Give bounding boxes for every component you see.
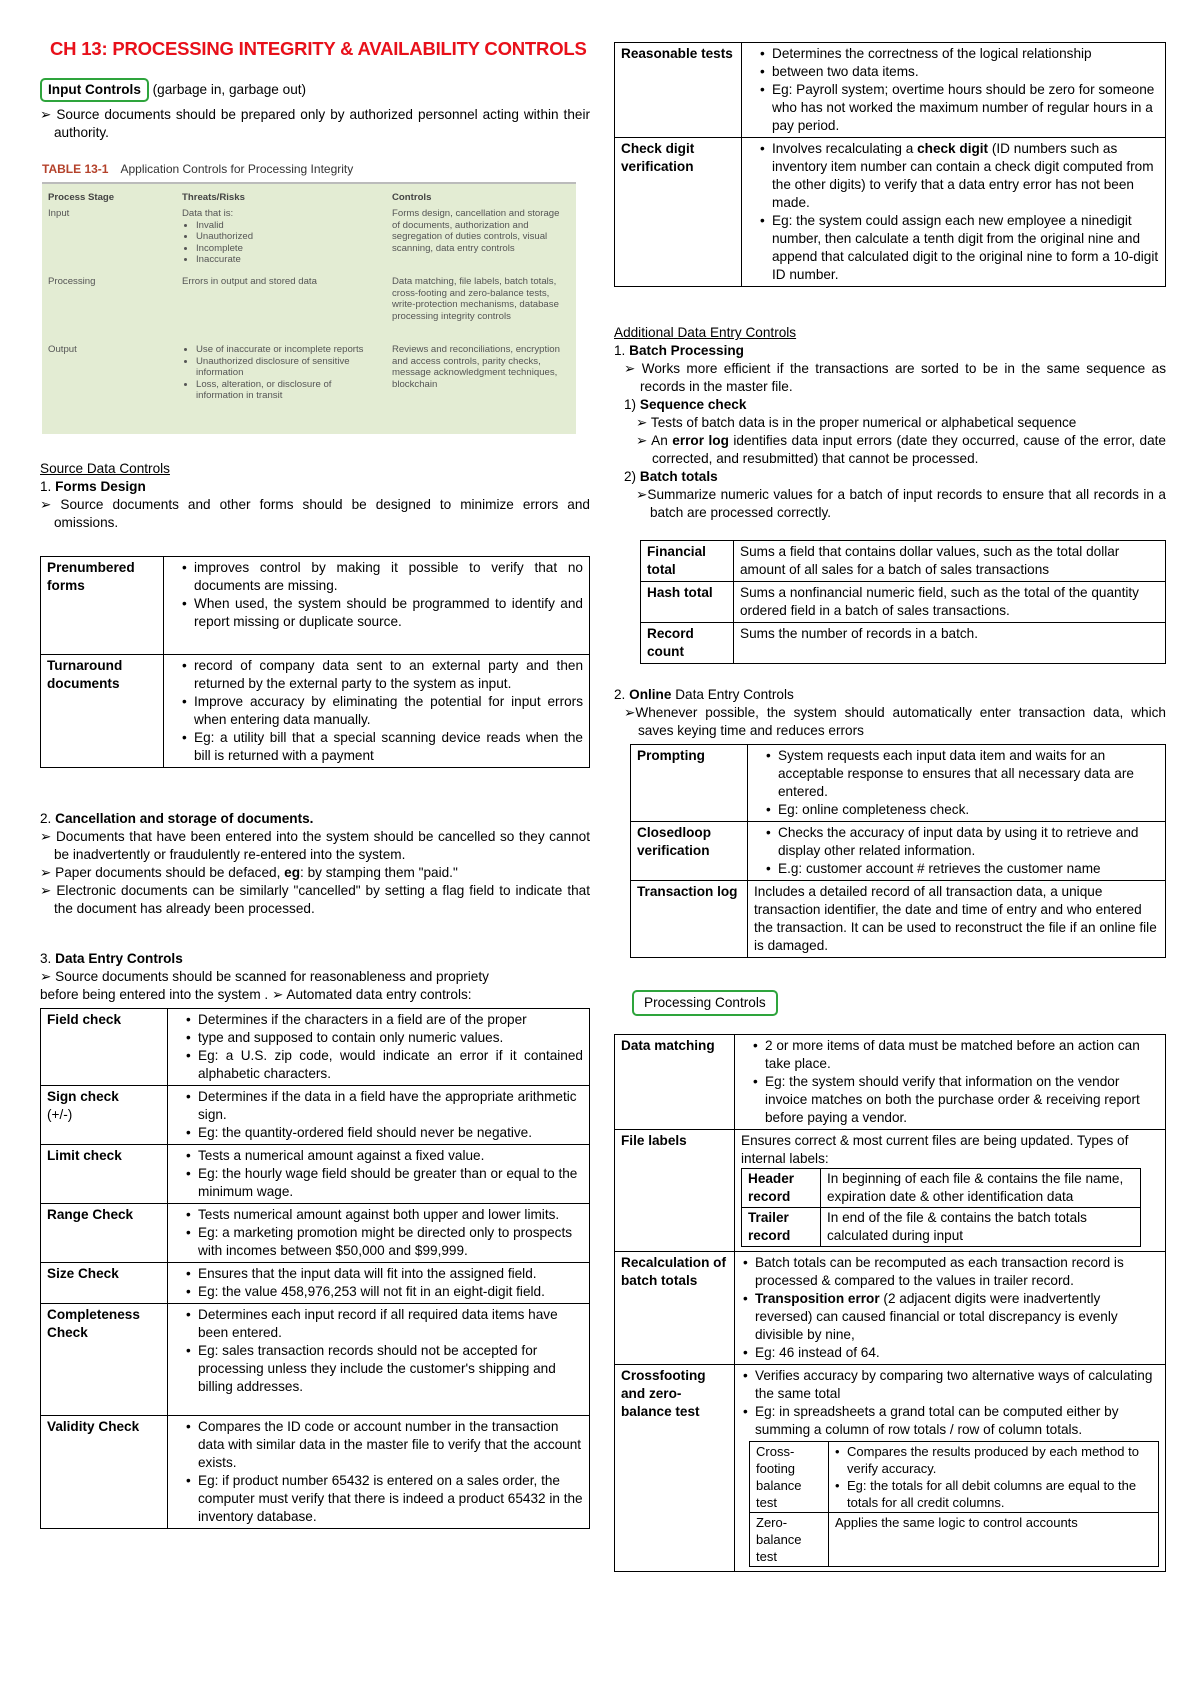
table-row: Data matching • 2 or more items of data must be matched before an action can take place. • Eg: the system should verify that information on the vendor invoice matches on both the purchase order & receiving report before paying a vendor. bbox=[615, 1035, 1166, 1130]
table-row: Turnaround documents • record of company data sent to an external party and then returned by the external party to the system as input. • Improve accuracy by eliminating the potential for input errors when entering data manually. • Eg: a utility bill that a special scanning device reads when the bill is returned with a payment bbox=[41, 655, 590, 768]
figure-header: TABLE 13-1 Application Controls for Processing Integrity bbox=[42, 160, 576, 184]
input-controls-label: Input Controls bbox=[40, 78, 149, 102]
table-row: Transaction log Includes a detailed record of all transaction data, a unique transaction identifier, the date and time of entry and who entered the transaction. It can be used to reconstruct the file if an online file is damaged. bbox=[631, 881, 1166, 958]
table-row: Reasonable tests • Determines the correctness of the logical relationship • between two data items. • Eg: Payroll system; overtime hours should be zero for someone who has not worked the maximum number of regular hours in a pay period. bbox=[615, 43, 1166, 138]
online-controls-section: 2. Online Data Entry Controls ➢Whenever possible, the system should automatically enter transaction data, which saves keying time and reduces errors bbox=[614, 687, 1166, 738]
additional-controls-section: Additional Data Entry Controls 1. Batch Processing ➢ Works more efficient if the transactions are sorted to be in the same sequence as records in the master file. 1) Sequence check ➢ Tests of batch data is in the proper numerical or alphabetical sequence ➢ An error log identifies data input errors (date they occurred, cause of the error, date corrected, and resubmitted) that cannot be processed. 2) Batch totals ➢Summarize numeric values for a batch of input records to ensure that all records in a batch are processed correctly. bbox=[614, 325, 1166, 520]
table-row: Prenumbered forms • improves control by making it possible to verify that no documents are missing. • When used, the system should be programmed to identify and report missing or duplicate source. bbox=[41, 557, 590, 655]
table-13-1-figure bbox=[42, 160, 576, 436]
reasonable-checkdigit-table bbox=[614, 42, 1166, 287]
forms-design-table bbox=[40, 556, 590, 768]
table-row: Validity Check • Compares the ID code or account number in the transaction data with similar data in the master file to verify that the account exists. • Eg: if product number 65432 is entered on a sales order, the computer must verify that there is indeed a product 65432 in the inventory database. bbox=[41, 1416, 590, 1529]
table-row: Completeness Check • Determines each input record if all required data items have been entered. • Eg: sales transaction records should not be accepted for processing unless they include the customer's shipping and billing addresses. bbox=[41, 1304, 590, 1416]
table-row: Check digit verification • Involves recalculating a check digit (ID numbers such as inventory item number can contain a check digit computed from the other digits) to verify that a data entry error has not been made. • Eg: the system could assign each new employee a ninedigit number, then calculate a tenth digit from the original nine and append that calculated digit to the original nine to form a 10-digit ID number. bbox=[615, 138, 1166, 287]
table-row: Prompting • System requests each input data item and waits for an acceptable response to ensures that all necessary data are entered. • Eg: online completeness check. bbox=[631, 745, 1166, 822]
page-title: CH 13: PROCESSING INTEGRITY & AVAILABILITY CONTROLS bbox=[50, 38, 587, 59]
table-row: File labels Ensures correct & most current files are being updated. Types of internal labels: Header record In beginning of each file & contains the file name, expiration date & other identification data Trailer record In end of the file & contains the batch totals calculated during input bbox=[615, 1130, 1166, 1252]
table-row: Limit check • Tests a numerical amount against a fixed value. • Eg: the hourly wage field should be greater than or equal to the minimum wage. bbox=[41, 1145, 590, 1204]
table-row: Hash total Sums a nonfinancial numeric field, such as the total of the quantity ordered field in a batch of sales transactions. bbox=[641, 582, 1166, 623]
data-entry-section: 3. Data Entry Controls ➢ Source documents should be scanned for reasonableness and propriety before being entered into the system . ➢ Automated data entry controls: bbox=[40, 951, 489, 1002]
processing-controls-label: Processing Controls bbox=[632, 990, 778, 1016]
table-row: Financial total Sums a field that contains dollar values, such as the total dollar amount of all sales for a batch of sales transactions bbox=[641, 541, 1166, 582]
cancellation-section: 2. Cancellation and storage of documents. ➢ Documents that have been entered into the system should be cancelled so they cannot be inadvertently or fraudulently re-entered into the system. ➢ Paper documents should be defaced, eg: by stamping them "paid." ➢ Electronic documents can be similarly "cancelled" by setting a flag field to indicate that the document has already been processed. bbox=[40, 811, 590, 916]
table-row: Record count Sums the number of records in a batch. bbox=[641, 623, 1166, 664]
table-row: Recalculation of batch totals • Batch totals can be recomputed as each transaction record is processed & compared to the values in trailer record. • Transposition error (2 adjacent digits were inadvertently reversed) can caused financial or total discrepancy is evenly divisible by nine, • Eg: 46 instead of 64. bbox=[615, 1252, 1166, 1365]
figure-body: Process Stage Threats/Risks Controls Input Data that is: • Invalid • Unauthorized • Incomplete • Inaccurate Forms design, cancellation and storage of documents, authorization and segregation of duties controls, visual scanning, data entry controls Processing Errors in output and stored data Data matching, file labels, batch totals, cross-footing and zero-balance tests, write-protection mechanisms, database processing integrity controls Output • Use of inaccurate or incomplete reports • Unauthorized disclosure of sensitive information • Loss, alteration, or disclosure of information in transit Reviews and reconciliations, encryption and access controls, parity checks, message acknowledgment techniques, blockchain bbox=[42, 184, 576, 434]
table-row: Crossfooting and zero-balance test • Verifies accuracy by comparing two alternative ways of calculating the same total • Eg: in spreadsheets a grand total can be computed either by summing a column of row totals / row of column totals. Cross-footing balance test • Compares the results produced by each method to verify accuracy. • Eg: the totals for all debit columns are equal to the totals for all credit columns. Zero-balance test Applies the same logic to control accounts bbox=[615, 1365, 1166, 1572]
table-row: Range Check • Tests numerical amount against both upper and lower limits. • Eg: a marketing promotion might be directed only to prospects with incomes between $50,000 and $99,999. bbox=[41, 1204, 590, 1263]
data-entry-table bbox=[40, 1008, 590, 1529]
table-row: Closedloop verification • Checks the accuracy of input data by using it to retrieve and display other related information. • E.g: customer account # retrieves the customer name bbox=[631, 822, 1166, 881]
processing-controls-table bbox=[614, 1034, 1166, 1572]
table-row: Field check • Determines if the characters in a field are of the proper • type and supposed to contain only numeric values. • Eg: a U.S. zip code, would indicate an error if it contained alphabetic characters. bbox=[41, 1009, 590, 1086]
input-controls-bullet: ➢ Source documents should be prepared only by authorized personnel acting within their authority. bbox=[40, 107, 590, 140]
table-row: Size Check • Ensures that the input data will fit into the assigned field. • Eg: the value 458,976,253 will not fit in an eight-digit field. bbox=[41, 1263, 590, 1304]
online-controls-table bbox=[630, 744, 1166, 958]
table-row: Sign check (+/-) • Determines if the data in a field have the appropriate arithmetic sign. • Eg: the quantity-ordered field should never be negative. bbox=[41, 1086, 590, 1145]
batch-totals-table bbox=[640, 540, 1166, 664]
source-data-section: Source Data Controls 1. Forms Design ➢ Source documents and other forms should be designed to minimize errors and omissions. bbox=[40, 461, 590, 530]
input-controls-section: Input Controls (garbage in, garbage out) ➢ Source documents should be prepared only by authorized personnel acting within their authority. bbox=[40, 78, 590, 142]
